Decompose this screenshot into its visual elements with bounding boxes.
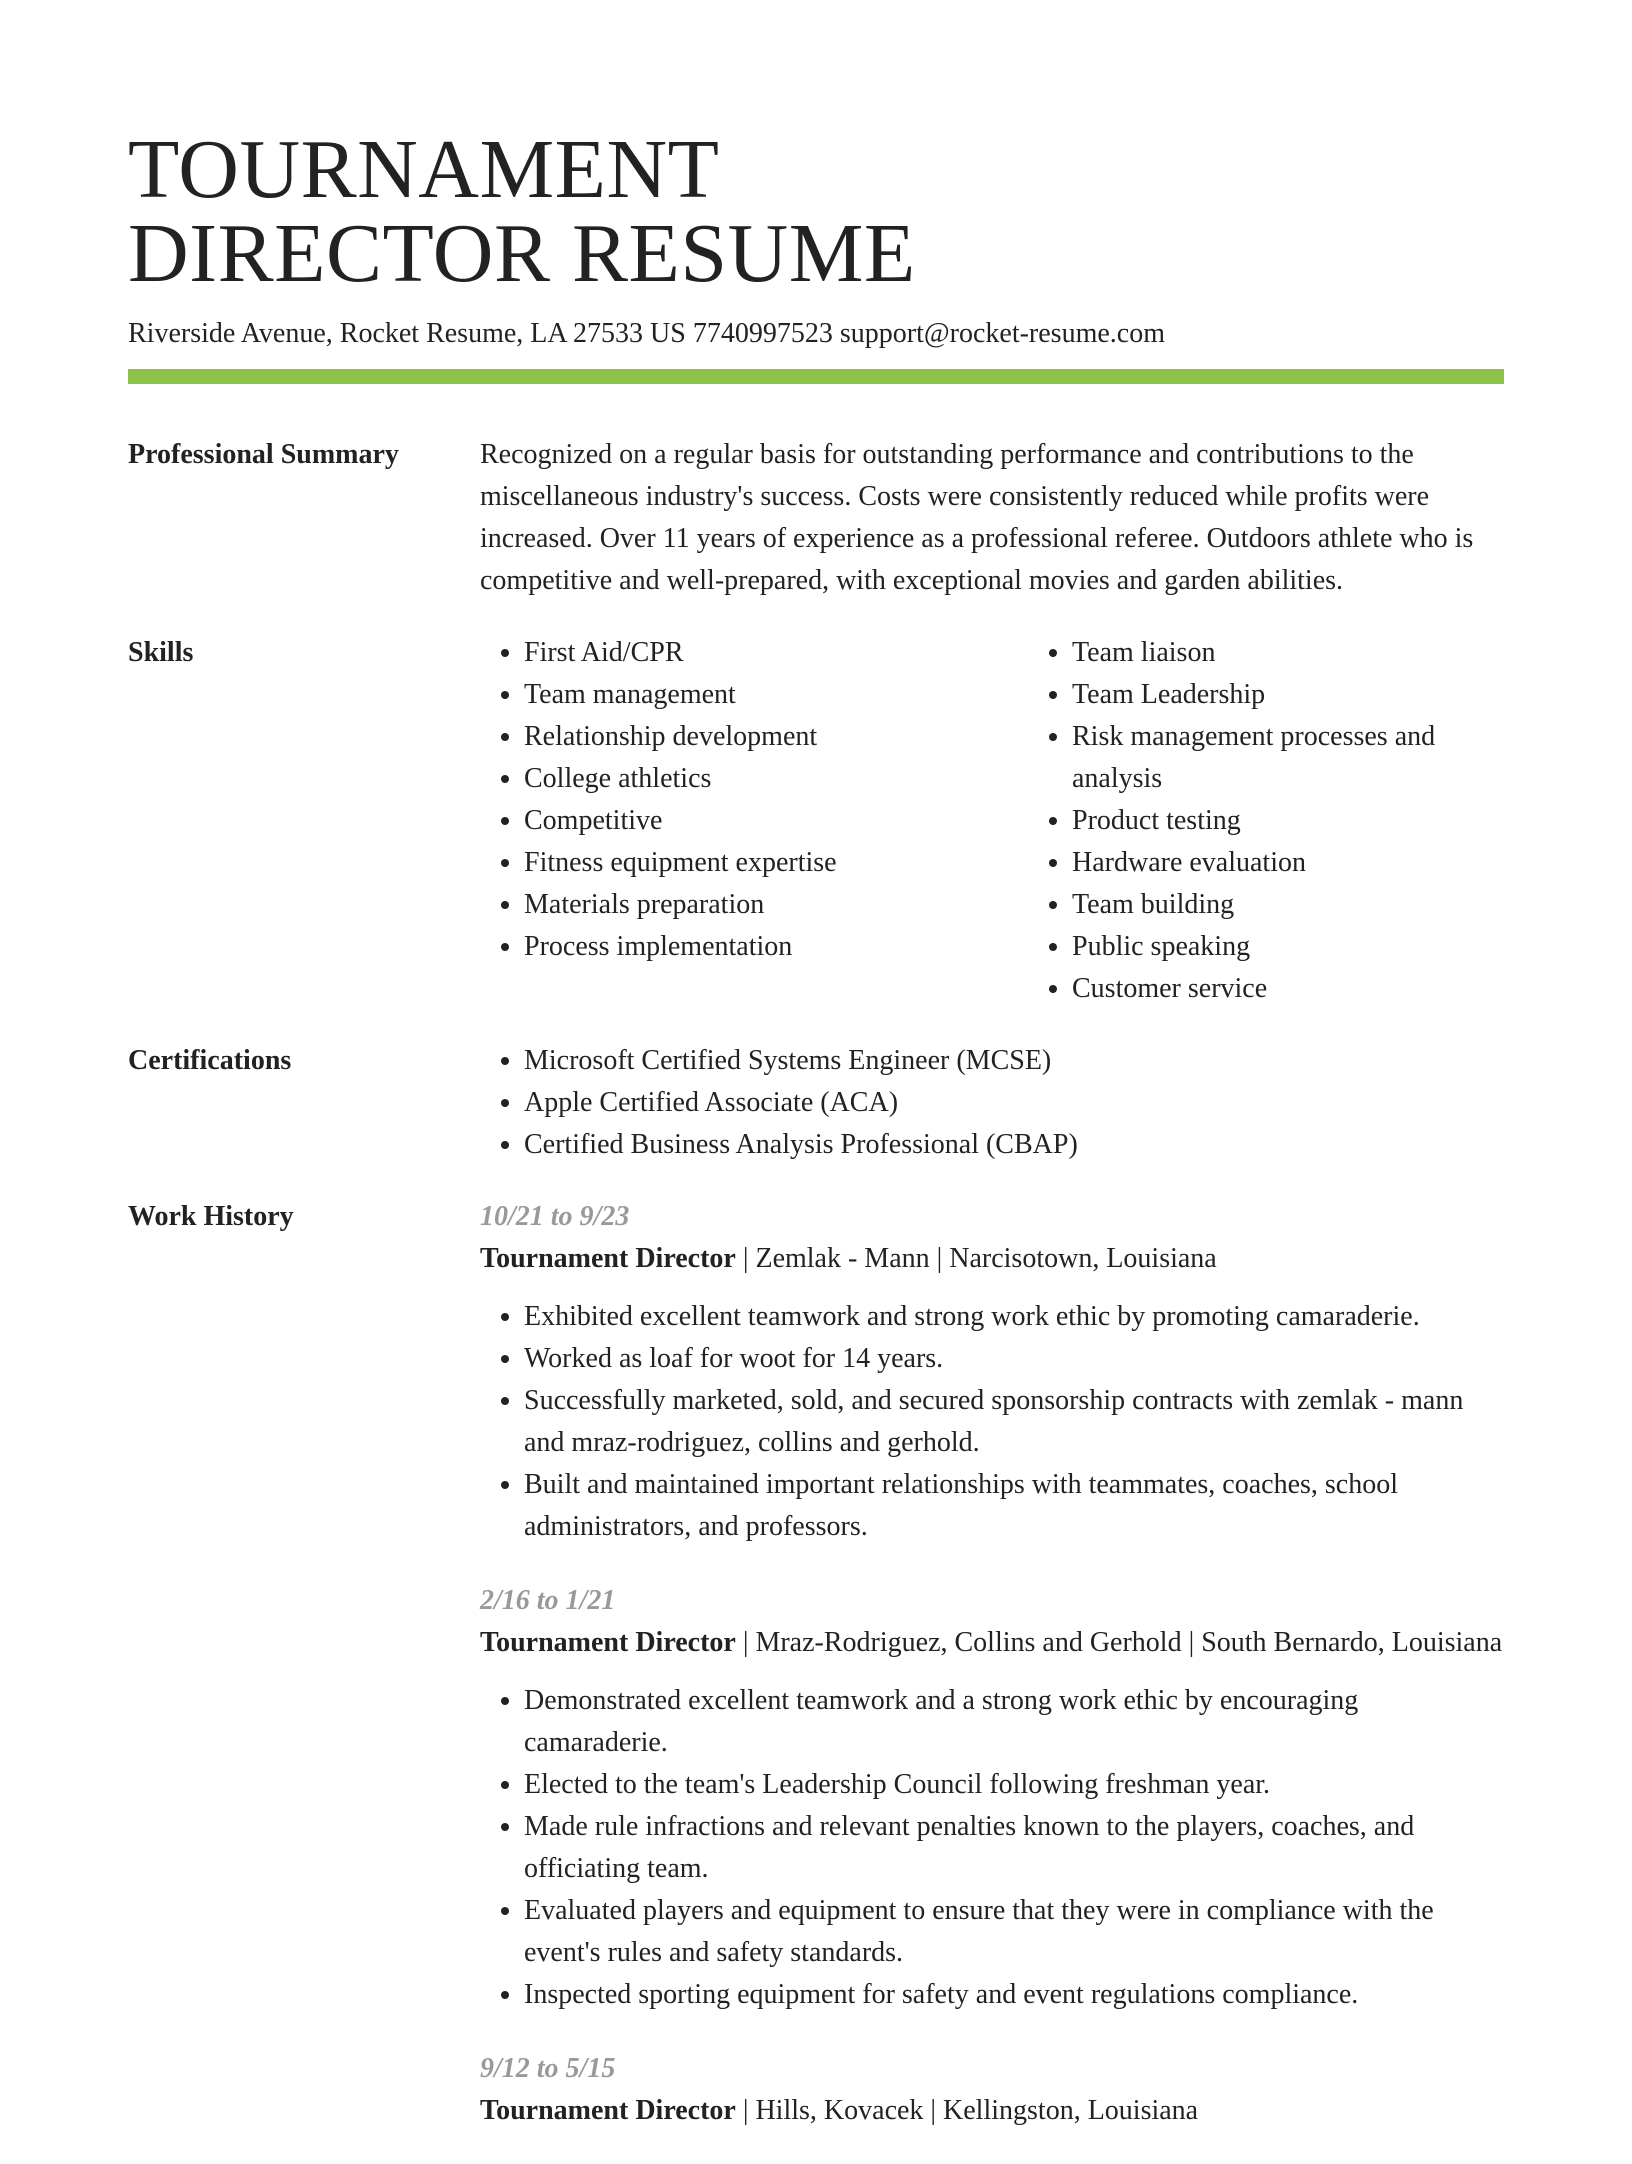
job-title: Tournament Director: [480, 2095, 736, 2126]
list-item: • Risk management processes and analysis: [1072, 716, 1504, 800]
list-item: • Fitness equipment expertise: [524, 842, 1028, 884]
header-divider: [128, 369, 1504, 384]
list-item: • First Aid/CPR: [524, 632, 1028, 674]
list-item: • Microsoft Certified Systems Engineer (MCSE): [524, 1040, 1504, 1082]
list-item: • Team Leadership: [1072, 674, 1504, 716]
list-item: • Team building: [1072, 884, 1504, 926]
job-heading: [480, 1238, 1504, 1280]
job-title: Tournament Director: [480, 1243, 736, 1274]
job-dates: 9/12 to 5/15: [480, 2053, 616, 2084]
list-item: • Evaluated players and equipment to ensure that they were in compliance with the event's rules and safety standards.: [524, 1890, 1504, 1974]
job-dates: 10/21 to 9/23: [480, 1201, 630, 1232]
list-item: • Inspected sporting equipment for safety and event regulations compliance.: [524, 1974, 1504, 2016]
list-item: • Exhibited excellent teamwork and strong work ethic by promoting camaraderie.: [524, 1296, 1504, 1338]
resume-title: [128, 123, 1504, 300]
list-item: • Customer service: [1072, 968, 1504, 1010]
list-item: • Certified Business Analysis Professional (CBAP): [524, 1124, 1504, 1166]
job-details: | Zemlak - Mann | Narcisotown, Louisiana: [735, 1243, 1217, 1274]
list-item: • College athletics: [524, 758, 1028, 800]
list-item: • Team management: [524, 674, 1028, 716]
skills-list-left: [480, 632, 1028, 1010]
certifications-section: [128, 1040, 1504, 1166]
summary-label: Professional Summary: [128, 439, 399, 470]
work-history-label: Work History: [128, 1201, 294, 1232]
job-entry: [480, 1196, 1504, 1548]
resume-header: [128, 123, 1504, 384]
summary-content: [480, 434, 1504, 602]
list-item: • Made rule infractions and relevant penalties known to the players, coaches, and officiating team.: [524, 1806, 1504, 1890]
list-item: • Hardware evaluation: [1072, 842, 1504, 884]
job-heading: [480, 1622, 1504, 1664]
list-item: • Demonstrated excellent teamwork and a strong work ethic by encouraging camaraderie.: [524, 1680, 1504, 1764]
title-line-1: TOURNAMENT: [128, 123, 720, 216]
job-bullets: [480, 1296, 1504, 1548]
job-dates: 2/16 to 1/21: [480, 1585, 616, 1616]
list-item: • Apple Certified Associate (ACA): [524, 1082, 1504, 1124]
skills-label: Skills: [128, 637, 194, 668]
list-item: • Product testing: [1072, 800, 1504, 842]
list-item: • Team liaison: [1072, 632, 1504, 674]
list-item: • Process implementation: [524, 926, 1028, 968]
list-item: • Elected to the team's Leadership Council following freshman year.: [524, 1764, 1504, 1806]
skills-section: [128, 632, 1504, 1010]
list-item: • Materials preparation: [524, 884, 1028, 926]
job-entry: [480, 2048, 1504, 2132]
summary-section: [128, 434, 1504, 602]
job-heading: [480, 2090, 1504, 2132]
job-bullets: [480, 1680, 1504, 2016]
certifications-label: Certifications: [128, 1045, 292, 1076]
list-item: • Relationship development: [524, 716, 1028, 758]
summary-text: Recognized on a regular basis for outstanding performance and contributions to the miscellaneous industry's success. Costs were consistently reduced while profits were increased. Over 11 years of experience as a professional referee. Outdoors athlete who is competitive and well-prepared, with exceptional movies and garden abilities.: [480, 439, 1474, 596]
work-history-content: [480, 1196, 1504, 2164]
contact-info: Riverside Avenue, Rocket Resume, LA 27533 US 7740997523 support@rocket-resume.com: [128, 318, 1165, 349]
title-line-2: DIRECTOR RESUME: [128, 207, 916, 300]
job-details: | Mraz-Rodriguez, Collins and Gerhold | South Bernardo, Louisiana: [735, 1627, 1503, 1658]
skills-list-right: [1028, 632, 1504, 1010]
list-item: • Successfully marketed, sold, and secured sponsorship contracts with zemlak - mann and mraz-rodriguez, collins and gerhold.: [524, 1380, 1504, 1464]
list-item: • Public speaking: [1072, 926, 1504, 968]
resume-page: [128, 123, 1504, 2164]
certifications-content: [480, 1040, 1504, 1166]
certifications-list: [480, 1040, 1504, 1166]
list-item: • Competitive: [524, 800, 1028, 842]
job-title: Tournament Director: [480, 1627, 736, 1658]
work-history-section: [128, 1196, 1504, 2164]
job-entry: [480, 1580, 1504, 2016]
list-item: • Worked as loaf for woot for 14 years.: [524, 1338, 1504, 1380]
job-details: | Hills, Kovacek | Kellingston, Louisiana: [735, 2095, 1199, 2126]
list-item: • Built and maintained important relationships with teammates, coaches, school administrators, and professors.: [524, 1464, 1504, 1548]
skills-content: [480, 632, 1504, 1010]
